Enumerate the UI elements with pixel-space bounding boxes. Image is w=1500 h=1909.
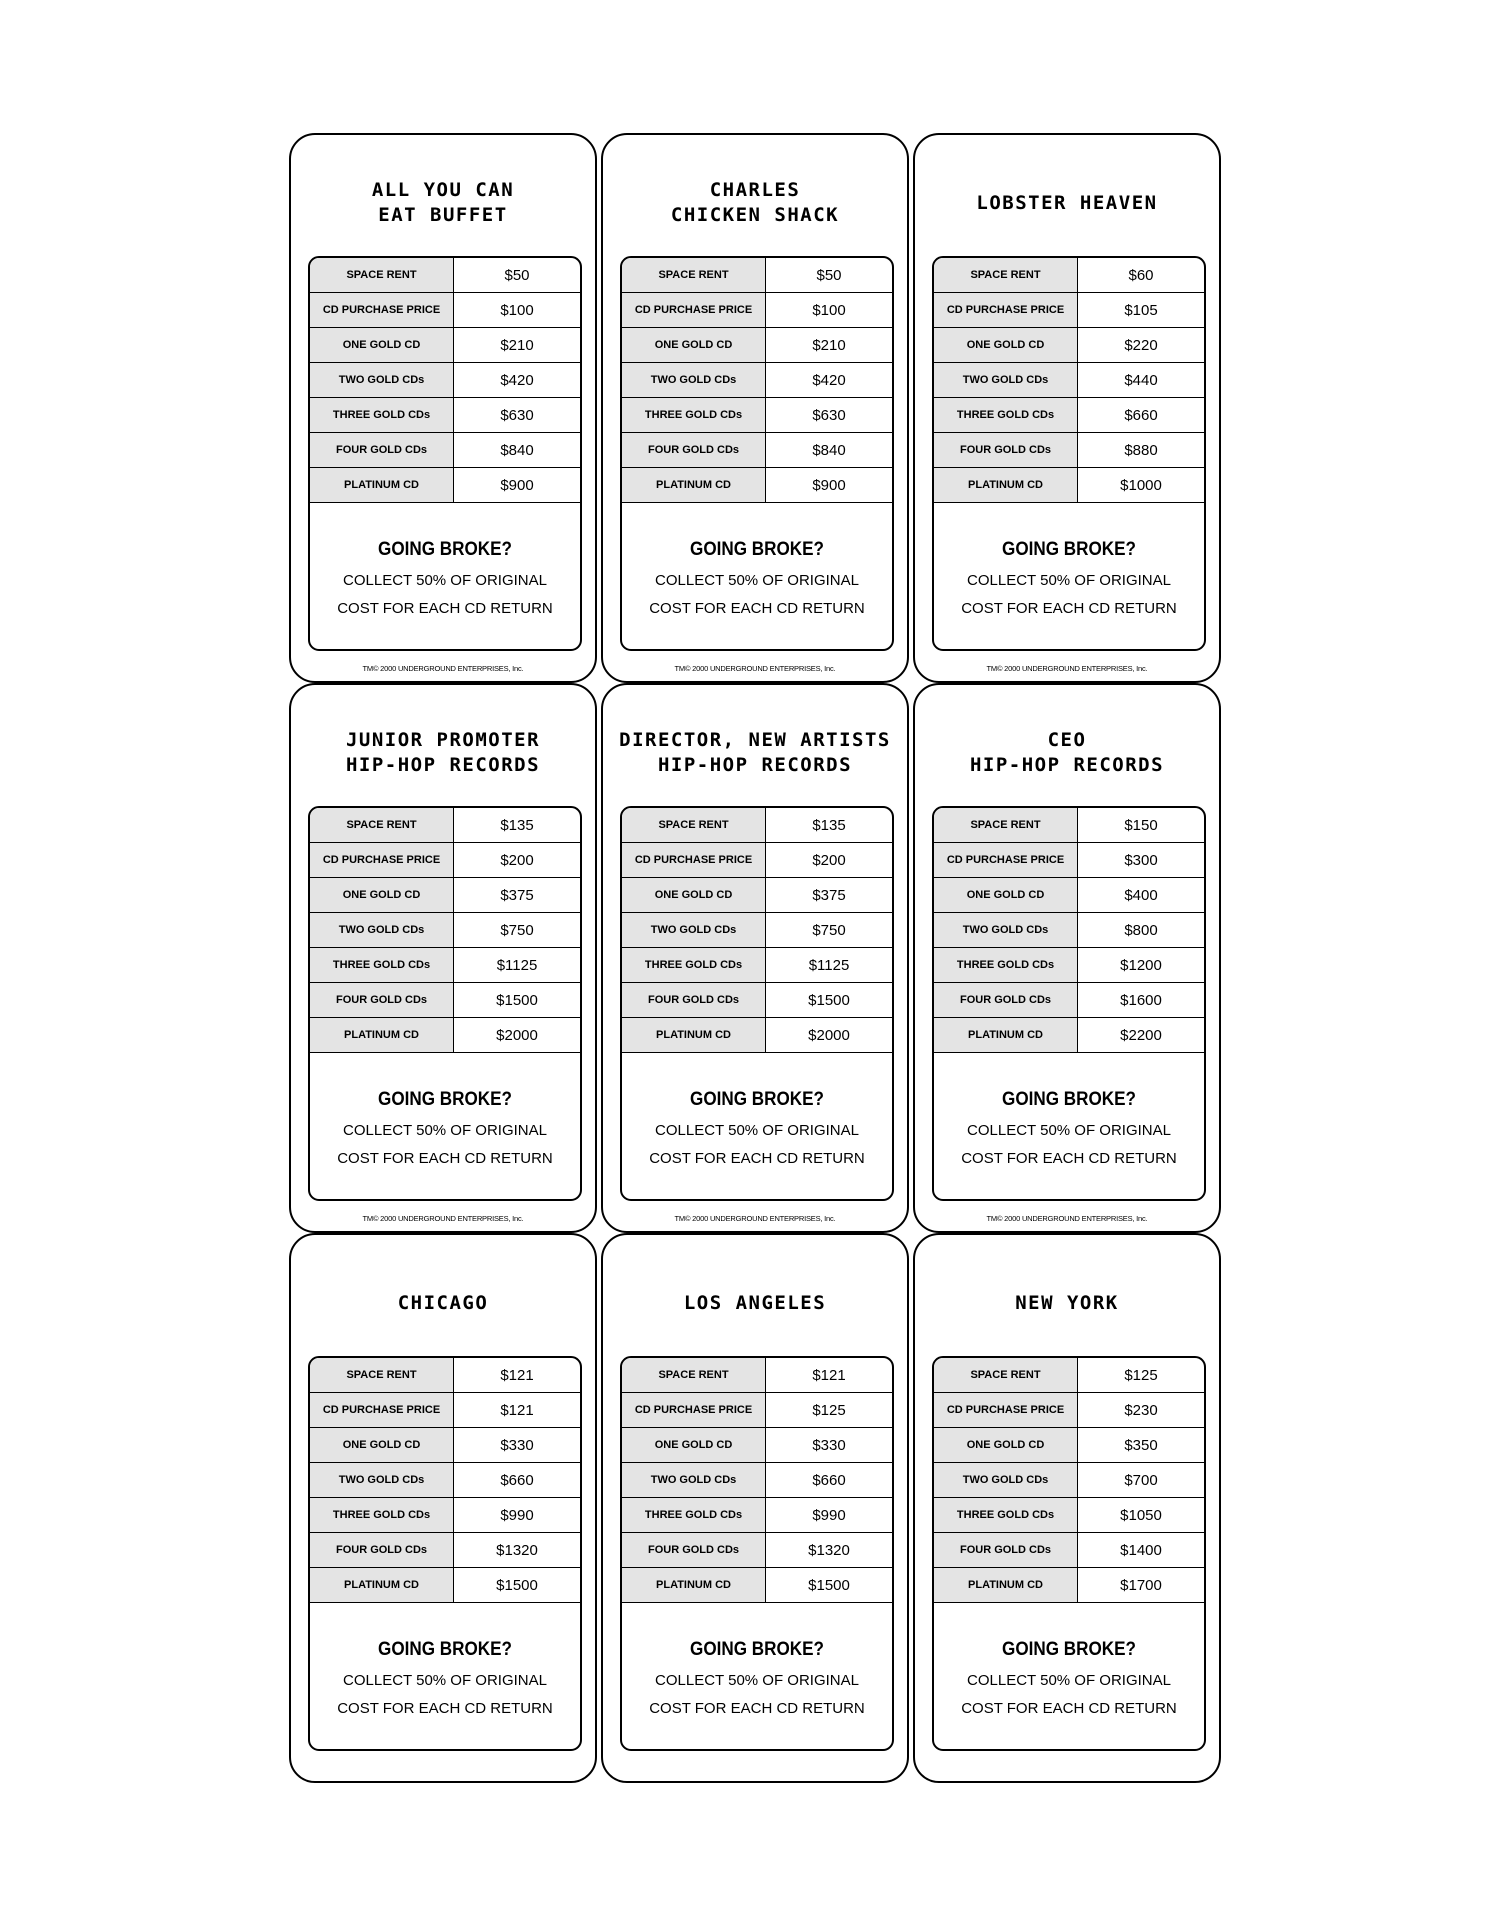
rent-row-label: TWO GOLD CDs — [622, 363, 766, 398]
going-broke-line-2: COST FOR EACH CD RETURN — [337, 1700, 553, 1717]
card-title-line-1: CEO — [1047, 729, 1087, 751]
rent-row-value: $330 — [454, 1428, 581, 1463]
rent-row-label: ONE GOLD CD — [310, 878, 454, 913]
property-card-8 — [601, 1233, 909, 1783]
rent-row-value: $420 — [454, 363, 581, 398]
rent-row-label: SPACE RENT — [934, 808, 1078, 843]
rent-row-value: $105 — [1078, 293, 1205, 328]
rent-row-value: $440 — [1078, 363, 1205, 398]
rent-row-value: $125 — [1078, 1358, 1205, 1393]
rent-row-value: $750 — [766, 913, 893, 948]
rent-row-value: $660 — [1078, 398, 1205, 433]
rent-row-label: SPACE RENT — [310, 258, 454, 293]
rent-row-value: $375 — [766, 878, 893, 913]
rent-row — [310, 983, 580, 1018]
rent-row-label: TWO GOLD CDs — [310, 1463, 454, 1498]
rent-row — [310, 468, 580, 503]
rent-row — [622, 948, 892, 983]
rent-row — [622, 1498, 892, 1533]
rent-row-value: $375 — [454, 878, 581, 913]
rent-row-label: TWO GOLD CDs — [622, 1463, 766, 1498]
going-broke-heading: GOING BROKE? — [378, 1639, 512, 1660]
rent-row — [934, 808, 1204, 843]
going-broke-line-1: COLLECT 50% OF ORIGINAL — [967, 572, 1171, 589]
rent-row — [934, 468, 1204, 503]
going-broke-line-2: COST FOR EACH CD RETURN — [961, 600, 1177, 617]
rent-row — [934, 328, 1204, 363]
rent-row — [934, 1533, 1204, 1568]
rent-row — [622, 293, 892, 328]
rent-row-label: CD PURCHASE PRICE — [934, 843, 1078, 878]
card-title — [603, 1271, 907, 1335]
going-broke-line-1: COLLECT 50% OF ORIGINAL — [343, 572, 547, 589]
going-broke-heading: GOING BROKE? — [690, 539, 824, 560]
rent-row-value: $1500 — [766, 1568, 893, 1603]
rent-panel — [932, 806, 1206, 1201]
rent-row-value: $1320 — [766, 1533, 893, 1568]
rent-row — [622, 468, 892, 503]
rent-table — [310, 258, 580, 503]
rent-row — [310, 258, 580, 293]
rent-row-label: FOUR GOLD CDs — [934, 983, 1078, 1018]
rent-table — [934, 808, 1204, 1053]
rent-row-value: $1700 — [1078, 1568, 1205, 1603]
going-broke-line-2: COST FOR EACH CD RETURN — [337, 1150, 553, 1167]
rent-row-value: $50 — [766, 258, 893, 293]
rent-row-value: $660 — [766, 1463, 893, 1498]
rent-row-value: $210 — [454, 328, 581, 363]
rent-row — [622, 1428, 892, 1463]
rent-row-value: $200 — [766, 843, 893, 878]
rent-row-label: ONE GOLD CD — [934, 328, 1078, 363]
rent-row-value: $121 — [766, 1358, 893, 1393]
rent-row-value: $1500 — [454, 1568, 581, 1603]
rent-table — [622, 258, 892, 503]
rent-row-label: THREE GOLD CDs — [310, 398, 454, 433]
rent-row-label: PLATINUM CD — [622, 1018, 766, 1053]
rent-row — [310, 1358, 580, 1393]
rent-row-label: PLATINUM CD — [310, 468, 454, 503]
rent-row — [310, 1498, 580, 1533]
rent-panel — [308, 806, 582, 1201]
property-card-9 — [913, 1233, 1221, 1783]
going-broke-heading: GOING BROKE? — [1002, 1089, 1136, 1110]
rent-row — [622, 328, 892, 363]
card-title — [291, 171, 595, 235]
rent-row-label: CD PURCHASE PRICE — [310, 1393, 454, 1428]
rent-row-value: $1400 — [1078, 1533, 1205, 1568]
rent-row-label: ONE GOLD CD — [310, 328, 454, 363]
rent-row-value: $1600 — [1078, 983, 1205, 1018]
rent-row-value: $990 — [766, 1498, 893, 1533]
card-title-line-1: JUNIOR PROMOTER — [345, 729, 541, 751]
rent-row-value: $121 — [454, 1358, 581, 1393]
rent-row — [310, 1568, 580, 1603]
rent-row-value: $630 — [454, 398, 581, 433]
rent-row-label: ONE GOLD CD — [622, 878, 766, 913]
rent-row — [310, 808, 580, 843]
rent-row-label: SPACE RENT — [622, 808, 766, 843]
rent-row — [310, 398, 580, 433]
rent-row-label: ONE GOLD CD — [934, 878, 1078, 913]
rent-panel — [308, 256, 582, 651]
rent-row-value: $1125 — [454, 948, 581, 983]
card-title-line-2: CHICKEN SHACK — [670, 204, 840, 226]
rent-row-label: PLATINUM CD — [934, 1568, 1078, 1603]
rent-row-value: $200 — [454, 843, 581, 878]
rent-row-value: $135 — [766, 808, 893, 843]
rent-row-label: TWO GOLD CDs — [622, 913, 766, 948]
rent-row-value: $840 — [454, 433, 581, 468]
rent-panel — [308, 1356, 582, 1751]
rent-row — [622, 1393, 892, 1428]
rent-row-label: CD PURCHASE PRICE — [310, 293, 454, 328]
rent-row — [934, 1568, 1204, 1603]
rent-row-value: $230 — [1078, 1393, 1205, 1428]
rent-row-value: $1000 — [1078, 468, 1205, 503]
copyright-notice: TM© 2000 UNDERGROUND ENTERPRISES, Inc. — [986, 1214, 1148, 1223]
rent-row-label: FOUR GOLD CDs — [622, 983, 766, 1018]
rent-row-label: THREE GOLD CDs — [310, 1498, 454, 1533]
rent-row-label: PLATINUM CD — [310, 1568, 454, 1603]
card-title-line-1: CHARLES — [709, 179, 801, 201]
rent-row — [622, 1463, 892, 1498]
rent-row-label: THREE GOLD CDs — [310, 948, 454, 983]
rent-row — [934, 843, 1204, 878]
going-broke-heading: GOING BROKE? — [690, 1639, 824, 1660]
rent-row — [310, 433, 580, 468]
rent-row — [622, 843, 892, 878]
rent-row — [310, 328, 580, 363]
rent-row-value: $630 — [766, 398, 893, 433]
rent-row — [622, 433, 892, 468]
rent-row — [622, 1533, 892, 1568]
rent-table — [310, 1358, 580, 1603]
rent-row-value: $210 — [766, 328, 893, 363]
copyright-notice: TM© 2000 UNDERGROUND ENTERPRISES, Inc. — [362, 1214, 524, 1223]
rent-row-value: $330 — [766, 1428, 893, 1463]
rent-row-value: $2000 — [454, 1018, 581, 1053]
copyright-notice: TM© 2000 UNDERGROUND ENTERPRISES, Inc. — [986, 664, 1148, 673]
rent-row — [310, 363, 580, 398]
rent-row-label: CD PURCHASE PRICE — [622, 293, 766, 328]
rent-table — [934, 258, 1204, 503]
card-sheet — [289, 133, 1221, 1783]
rent-row-label: ONE GOLD CD — [622, 328, 766, 363]
rent-row-value: $60 — [1078, 258, 1205, 293]
rent-row-label: FOUR GOLD CDs — [622, 433, 766, 468]
card-title — [291, 721, 595, 785]
going-broke-line-2: COST FOR EACH CD RETURN — [961, 1150, 1177, 1167]
rent-row-value: $840 — [766, 433, 893, 468]
going-broke-line-2: COST FOR EACH CD RETURN — [649, 1700, 865, 1717]
rent-row — [934, 398, 1204, 433]
rent-row — [622, 878, 892, 913]
rent-row-label: THREE GOLD CDs — [934, 948, 1078, 983]
rent-row-label: ONE GOLD CD — [934, 1428, 1078, 1463]
rent-row-label: SPACE RENT — [622, 1358, 766, 1393]
card-title-line-2: EAT BUFFET — [378, 204, 508, 226]
card-title — [291, 1271, 595, 1335]
rent-row-label: FOUR GOLD CDs — [934, 433, 1078, 468]
card-title — [915, 721, 1219, 785]
rent-panel — [932, 1356, 1206, 1751]
card-title-line-1: CHICAGO — [397, 1291, 489, 1314]
rent-row-value: $750 — [454, 913, 581, 948]
rent-row-label: PLATINUM CD — [622, 468, 766, 503]
rent-row-value: $900 — [454, 468, 581, 503]
going-broke-line-1: COLLECT 50% OF ORIGINAL — [655, 1122, 859, 1139]
rent-row — [310, 1393, 580, 1428]
rent-row-value: $125 — [766, 1393, 893, 1428]
rent-row-value: $700 — [1078, 1463, 1205, 1498]
rent-row — [310, 1428, 580, 1463]
card-title-line-1: NEW YORK — [1015, 1291, 1119, 1314]
rent-row-label: PLATINUM CD — [622, 1568, 766, 1603]
rent-row — [934, 913, 1204, 948]
rent-row-label: THREE GOLD CDs — [622, 948, 766, 983]
rent-row — [934, 1393, 1204, 1428]
going-broke-line-1: COLLECT 50% OF ORIGINAL — [967, 1672, 1171, 1689]
card-title-line-2: HIP-HOP RECORDS — [969, 754, 1165, 776]
copyright-notice: TM© 2000 UNDERGROUND ENTERPRISES, Inc. — [362, 664, 524, 673]
rent-row — [934, 1018, 1204, 1053]
rent-row-label: FOUR GOLD CDs — [310, 433, 454, 468]
property-card-3 — [913, 133, 1221, 683]
rent-table — [310, 808, 580, 1053]
rent-row-label: SPACE RENT — [934, 1358, 1078, 1393]
rent-row-label: CD PURCHASE PRICE — [622, 843, 766, 878]
rent-row-value: $800 — [1078, 913, 1205, 948]
rent-panel — [620, 1356, 894, 1751]
rent-row-label: CD PURCHASE PRICE — [934, 1393, 1078, 1428]
going-broke-line-1: COLLECT 50% OF ORIGINAL — [655, 1672, 859, 1689]
rent-row — [310, 913, 580, 948]
rent-row-value: $400 — [1078, 878, 1205, 913]
card-title-line-1: LOBSTER HEAVEN — [976, 191, 1158, 214]
rent-row — [310, 948, 580, 983]
going-broke-line-2: COST FOR EACH CD RETURN — [649, 600, 865, 617]
rent-row-label: FOUR GOLD CDs — [934, 1533, 1078, 1568]
rent-row-label: SPACE RENT — [310, 1358, 454, 1393]
card-title-line-1: ALL YOU CAN — [371, 179, 515, 201]
copyright-notice: TM© 2000 UNDERGROUND ENTERPRISES, Inc. — [674, 664, 836, 673]
rent-row — [934, 1428, 1204, 1463]
rent-row — [622, 258, 892, 293]
going-broke-line-2: COST FOR EACH CD RETURN — [961, 1700, 1177, 1717]
rent-table — [622, 808, 892, 1053]
card-title — [915, 1271, 1219, 1335]
rent-row-value: $220 — [1078, 328, 1205, 363]
rent-row-label: PLATINUM CD — [934, 1018, 1078, 1053]
rent-row-label: TWO GOLD CDs — [310, 913, 454, 948]
going-broke-line-1: COLLECT 50% OF ORIGINAL — [343, 1122, 547, 1139]
going-broke-heading: GOING BROKE? — [378, 1089, 512, 1110]
rent-row — [934, 293, 1204, 328]
rent-panel — [620, 256, 894, 651]
rent-row — [934, 983, 1204, 1018]
rent-row — [622, 1018, 892, 1053]
rent-row-value: $135 — [454, 808, 581, 843]
rent-row — [934, 1358, 1204, 1393]
rent-row-label: FOUR GOLD CDs — [310, 1533, 454, 1568]
card-title-line-2: HIP-HOP RECORDS — [657, 754, 853, 776]
going-broke-line-1: COLLECT 50% OF ORIGINAL — [967, 1122, 1171, 1139]
rent-row — [934, 258, 1204, 293]
rent-row — [310, 878, 580, 913]
rent-row-label: SPACE RENT — [622, 258, 766, 293]
going-broke-heading: GOING BROKE? — [1002, 539, 1136, 560]
rent-row — [622, 983, 892, 1018]
rent-row-label: PLATINUM CD — [934, 468, 1078, 503]
copyright-notice: TM© 2000 UNDERGROUND ENTERPRISES, Inc. — [674, 1214, 836, 1223]
property-card-1 — [289, 133, 597, 683]
rent-row — [310, 1533, 580, 1568]
card-title — [603, 721, 907, 785]
going-broke-line-2: COST FOR EACH CD RETURN — [337, 600, 553, 617]
card-title-line-1: DIRECTOR, NEW ARTISTS — [619, 729, 891, 751]
rent-row — [622, 1568, 892, 1603]
rent-row-label: THREE GOLD CDs — [622, 1498, 766, 1533]
card-title — [603, 171, 907, 235]
going-broke-heading: GOING BROKE? — [1002, 1639, 1136, 1660]
rent-row-value: $50 — [454, 258, 581, 293]
rent-row-value: $900 — [766, 468, 893, 503]
rent-row-label: CD PURCHASE PRICE — [934, 293, 1078, 328]
property-card-2 — [601, 133, 909, 683]
rent-row-label: TWO GOLD CDs — [934, 363, 1078, 398]
rent-row-value: $121 — [454, 1393, 581, 1428]
rent-row — [622, 913, 892, 948]
rent-row-value: $350 — [1078, 1428, 1205, 1463]
rent-row-label: THREE GOLD CDs — [934, 398, 1078, 433]
property-card-7 — [289, 1233, 597, 1783]
card-title — [915, 171, 1219, 235]
rent-panel — [620, 806, 894, 1201]
rent-row — [934, 363, 1204, 398]
rent-row — [622, 808, 892, 843]
rent-row-value: $1500 — [766, 983, 893, 1018]
rent-row-label: FOUR GOLD CDs — [622, 1533, 766, 1568]
rent-row — [622, 1358, 892, 1393]
rent-row-value: $300 — [1078, 843, 1205, 878]
rent-row-label: TWO GOLD CDs — [310, 363, 454, 398]
rent-row-value: $1200 — [1078, 948, 1205, 983]
rent-row-value: $2000 — [766, 1018, 893, 1053]
property-card-6 — [913, 683, 1221, 1233]
rent-row — [934, 1498, 1204, 1533]
rent-row-label: CD PURCHASE PRICE — [310, 843, 454, 878]
rent-row-value: $1320 — [454, 1533, 581, 1568]
rent-row — [622, 398, 892, 433]
rent-row — [310, 293, 580, 328]
rent-row-value: $100 — [454, 293, 581, 328]
card-title-line-1: LOS ANGELES — [683, 1291, 827, 1314]
rent-row-label: SPACE RENT — [310, 808, 454, 843]
rent-row — [310, 1018, 580, 1053]
rent-row — [622, 363, 892, 398]
going-broke-line-1: COLLECT 50% OF ORIGINAL — [343, 1672, 547, 1689]
rent-row-label: THREE GOLD CDs — [622, 398, 766, 433]
rent-row-label: PLATINUM CD — [310, 1018, 454, 1053]
rent-row — [310, 1463, 580, 1498]
rent-row-value: $420 — [766, 363, 893, 398]
rent-row — [310, 843, 580, 878]
property-card-4 — [289, 683, 597, 1233]
rent-table — [622, 1358, 892, 1603]
rent-row-value: $990 — [454, 1498, 581, 1533]
property-card-5 — [601, 683, 909, 1233]
rent-row-label: TWO GOLD CDs — [934, 913, 1078, 948]
rent-row-value: $100 — [766, 293, 893, 328]
rent-row-value: $1125 — [766, 948, 893, 983]
rent-row-value: $150 — [1078, 808, 1205, 843]
rent-row-label: THREE GOLD CDs — [934, 1498, 1078, 1533]
going-broke-line-2: COST FOR EACH CD RETURN — [649, 1150, 865, 1167]
going-broke-line-1: COLLECT 50% OF ORIGINAL — [655, 572, 859, 589]
rent-row-value: $1500 — [454, 983, 581, 1018]
going-broke-heading: GOING BROKE? — [690, 1089, 824, 1110]
rent-panel — [932, 256, 1206, 651]
rent-table — [934, 1358, 1204, 1603]
rent-row — [934, 878, 1204, 913]
rent-row-label: TWO GOLD CDs — [934, 1463, 1078, 1498]
rent-row-value: $1050 — [1078, 1498, 1205, 1533]
rent-row — [934, 1463, 1204, 1498]
rent-row-label: ONE GOLD CD — [622, 1428, 766, 1463]
rent-row-label: CD PURCHASE PRICE — [622, 1393, 766, 1428]
rent-row-value: $2200 — [1078, 1018, 1205, 1053]
rent-row-label: SPACE RENT — [934, 258, 1078, 293]
going-broke-heading: GOING BROKE? — [378, 539, 512, 560]
card-title-line-2: HIP-HOP RECORDS — [345, 754, 541, 776]
rent-row — [934, 948, 1204, 983]
rent-row — [934, 433, 1204, 468]
rent-row-value: $880 — [1078, 433, 1205, 468]
rent-row-label: FOUR GOLD CDs — [310, 983, 454, 1018]
rent-row-value: $660 — [454, 1463, 581, 1498]
rent-row-label: ONE GOLD CD — [310, 1428, 454, 1463]
